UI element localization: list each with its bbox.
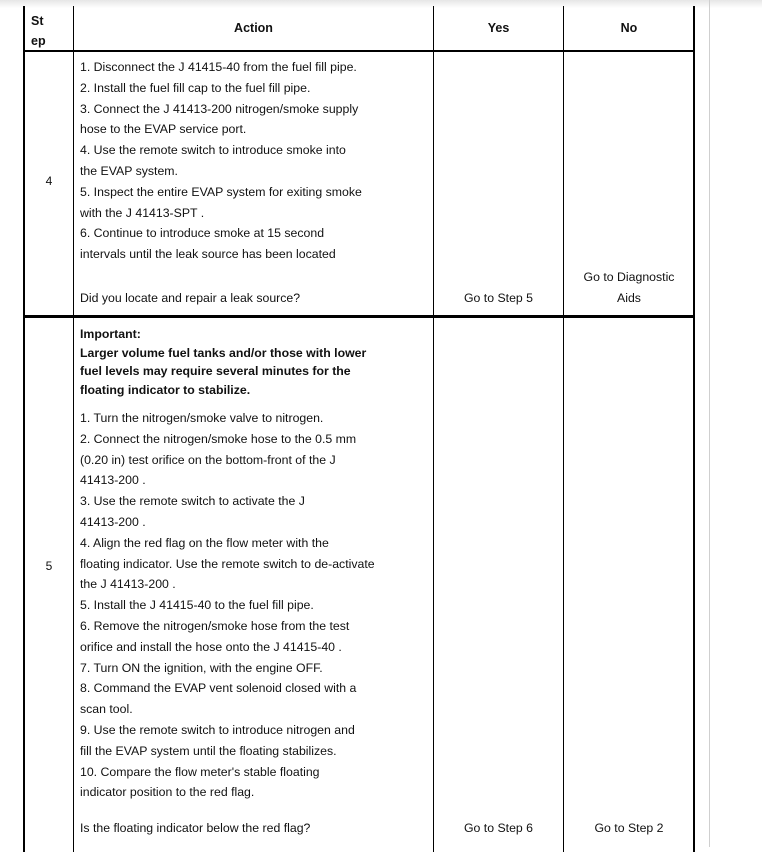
action-steps [80, 57, 430, 265]
no-outcome: Go to Step 2 [594, 821, 664, 835]
action-question: Is the floating indicator below the red flag? [80, 821, 311, 835]
action-line: 6. Remove the nitrogen/smoke hose from the test [80, 618, 350, 633]
action-line: with the J 41413-SPT . [80, 205, 205, 220]
action-line: 1. Turn the nitrogen/smoke valve to nitrogen. [80, 411, 324, 425]
action-line: 7. Turn ON the ignition, with the engine OFF. [80, 660, 323, 675]
column-divider [73, 318, 74, 852]
action-line: the J 41413-200 . [80, 577, 176, 592]
table-row [23, 52, 695, 318]
action-line: 1. Disconnect the J 41415-40 from the fuel fill pipe. [80, 60, 357, 74]
important-heading: Important: [80, 327, 141, 341]
diagnostic-table [23, 6, 695, 852]
action-line: 41413-200 . [80, 473, 146, 488]
action-line: 2. Connect the nitrogen/smoke hose to the 0.5 mm [80, 431, 357, 446]
action-steps [80, 325, 430, 803]
header-step: St ep [31, 14, 46, 48]
page-right-edge [709, 0, 710, 847]
action-line: 3. Use the remote switch to activate the J [80, 494, 305, 509]
important-note [80, 325, 430, 399]
action-line: orifice and install the hose onto the J 41415-40 . [80, 639, 342, 654]
header-no: No [620, 21, 638, 35]
action-line: indicator position to the red flag. [80, 785, 255, 800]
header-action: Action [234, 21, 273, 35]
important-line: floating indicator to stabilize. [80, 382, 251, 397]
table-row [23, 318, 695, 852]
important-line: Larger volume fuel tanks and/or those with lower [80, 345, 367, 360]
action-line: floating indicator. Use the remote switch to de-activate [80, 556, 375, 571]
action-line: 10. Compare the flow meter's stable floating [80, 764, 320, 779]
action-line: intervals until the leak source has been located [80, 247, 336, 262]
yes-outcome: Go to Step 5 [463, 291, 534, 305]
action-line: 4. Use the remote switch to introduce smoke into [80, 143, 346, 158]
action-line: 41413-200 . [80, 514, 146, 529]
action-line: scan tool. [80, 702, 133, 717]
action-line: 4. Align the red flag on the flow meter with the [80, 535, 329, 550]
action-line: 5. Install the J 41415-40 to the fuel fill pipe. [80, 598, 314, 613]
header-yes: Yes [487, 21, 510, 35]
no-outcome: Go to Diagnostic Aids [583, 270, 675, 305]
action-line: (0.20 in) test orifice on the bottom-front of the J [80, 452, 336, 467]
action-line: hose to the EVAP service port. [80, 122, 247, 137]
step-number: 5 [45, 559, 53, 573]
action-line: the EVAP system. [80, 163, 178, 178]
column-divider [433, 318, 434, 852]
column-divider [73, 52, 74, 315]
column-divider [433, 52, 434, 315]
action-question: Did you locate and repair a leak source? [80, 291, 301, 305]
important-line: fuel levels may require several minutes for the [80, 364, 351, 378]
action-line: 6. Continue to introduce smoke at 15 second [80, 226, 325, 241]
action-line: 8. Command the EVAP vent solenoid closed with a [80, 681, 357, 696]
yes-outcome: Go to Step 6 [463, 821, 534, 835]
step-number: 4 [45, 174, 53, 188]
action-line: 3. Connect the J 41413-200 nitrogen/smoke supply [80, 101, 359, 116]
action-line: 5. Inspect the entire EVAP system for exiting smoke [80, 184, 362, 199]
action-line: 9. Use the remote switch to introduce nitrogen and [80, 722, 355, 737]
action-line: fill the EVAP system until the floating stabilizes. [80, 743, 337, 758]
column-divider [563, 318, 564, 852]
action-line: 2. Install the fuel fill cap to the fuel fill pipe. [80, 80, 311, 95]
table-header [23, 6, 695, 52]
